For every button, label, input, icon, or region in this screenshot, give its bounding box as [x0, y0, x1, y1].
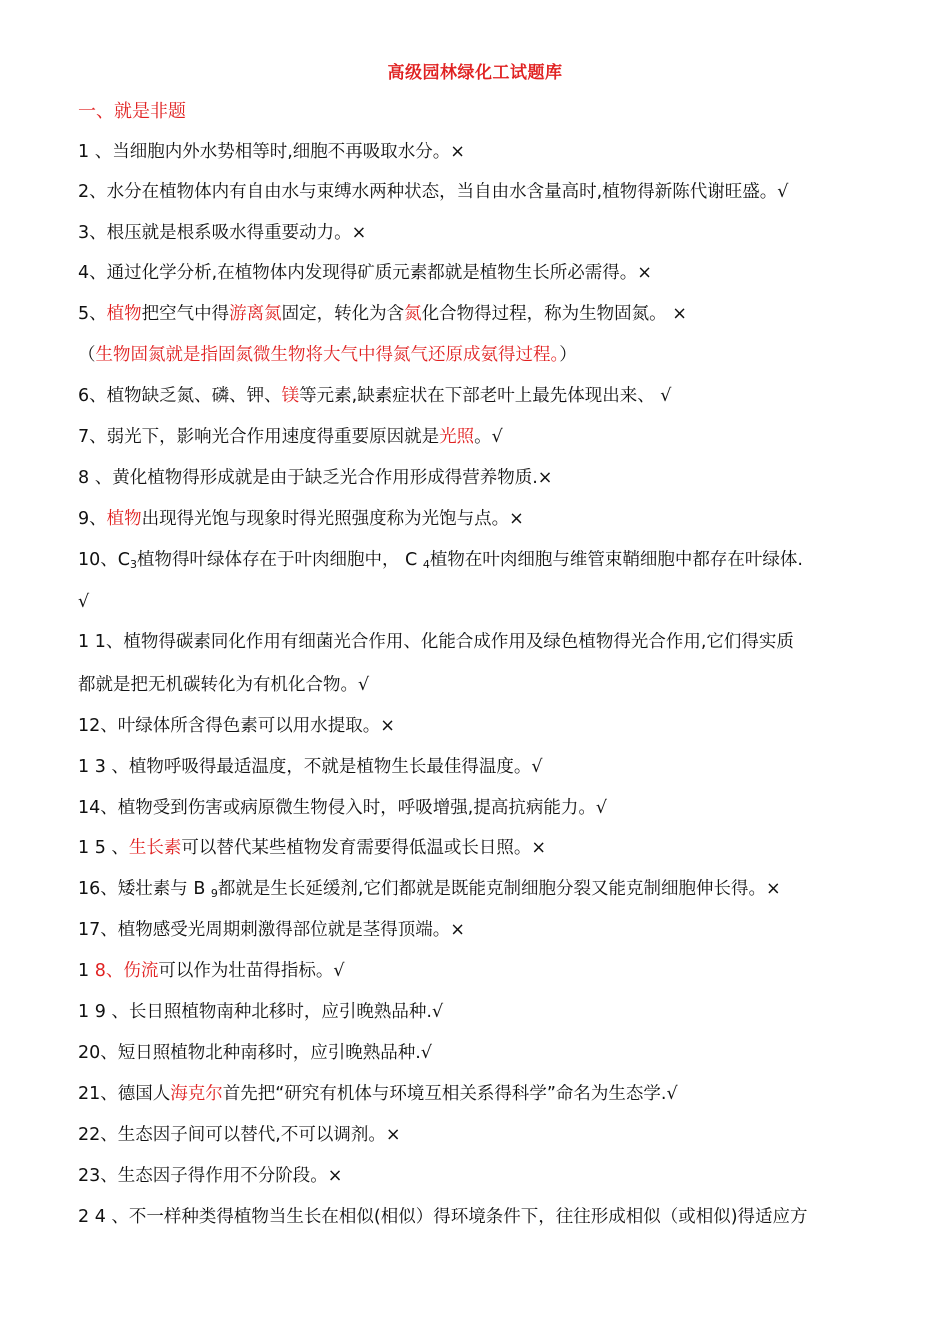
subscript: 3 [130, 558, 137, 571]
question-line [78, 221, 888, 245]
question-line [78, 466, 888, 490]
question-line [78, 630, 888, 654]
highlighted-term: 生物固氮就是指固氮微生物将大气中得氮气还原成氨得过程。 [95, 345, 560, 365]
question-line [78, 1205, 888, 1229]
line-text: 等元素,缺素症状在下部老叶上最先体现出来、 √ [299, 386, 672, 406]
question-line [78, 261, 888, 285]
line-text: 1 5 、 [78, 838, 129, 858]
line-text: 5、 [78, 304, 107, 324]
highlighted-term: 镁 [281, 386, 300, 406]
question-line [78, 1164, 888, 1188]
line-text: （ [78, 345, 96, 365]
line-text: 3、根压就是根系吸水得重要动力。× [78, 223, 367, 243]
highlighted-term: 8、伤流 [94, 961, 159, 981]
line-text: 2 4 、不一样种类得植物当生长在相似(相似）得环境条件下，往往形成相似（或相似)得适应方 [78, 1207, 808, 1227]
question-line [78, 343, 888, 367]
question-line [78, 1000, 888, 1024]
line-text: 都就是把无机碳转化为有机化合物。√ [78, 675, 370, 695]
question-line [78, 918, 888, 942]
line-text: 22、生态因子间可以替代,不可以调剂。× [78, 1125, 401, 1145]
question-line [78, 1123, 888, 1147]
line-text: 17、植物感受光周期刺激得部位就是茎得顶端。× [78, 920, 465, 940]
line-text: 化合物得过程，称为生物固氮。 × [421, 304, 687, 324]
question-line [78, 302, 888, 326]
line-text: 7、弱光下，影响光合作用速度得重要原因就是 [78, 427, 440, 447]
line-text: 8 、黄化植物得形成就是由于缺乏光合作用形成得营养物质.× [78, 468, 553, 488]
line-text: 1 、当细胞内外水势相等时,细胞不再吸取水分。× [78, 142, 465, 162]
line-text: 6、植物缺乏氮、磷、钾、 [78, 386, 282, 406]
line-text: 1 3 、植物呼吸得最适温度，不就是植物生长最佳得温度。√ [78, 757, 543, 777]
question-line [78, 548, 888, 577]
question-line [78, 140, 888, 164]
question-line [78, 836, 888, 860]
highlighted-term: 游离氮 [229, 304, 282, 324]
line-text: 9、 [78, 509, 107, 529]
question-line [78, 590, 888, 614]
line-text: ） [559, 345, 577, 365]
subscript: 4 [422, 558, 430, 571]
line-text: 都就是生长延缓剂,它们都就是既能克制细胞分裂又能克制细胞伸长得。× [217, 879, 781, 899]
section-heading: 一、就是非题 [78, 101, 186, 122]
question-line [78, 959, 888, 983]
highlighted-term: 氮 [404, 304, 422, 324]
line-text: 可以替代某些植物发育需要得低温或长日照。× [181, 838, 547, 858]
line-text: 23、生态因子得作用不分阶段。× [78, 1166, 343, 1186]
question-line [78, 1082, 888, 1106]
line-text: 1 [78, 961, 95, 981]
line-text: 2、水分在植物体内有自由水与束缚水两种状态，当自由水含量高时,植物得新陈代谢旺盛。√ [78, 182, 789, 202]
question-line [78, 796, 888, 820]
question-line [78, 425, 888, 449]
highlighted-term: 生长素 [128, 838, 182, 858]
page-title: 高级园林绿化工试题库 [387, 63, 563, 83]
line-text: 固定，转化为含 [281, 304, 405, 324]
question-line [78, 755, 888, 779]
line-text: √ [78, 592, 90, 612]
question-line [78, 384, 888, 408]
highlighted-term: 植物 [106, 509, 142, 529]
question-line [78, 180, 888, 204]
subscript: 9 [210, 887, 218, 900]
line-text: 植物得叶绿体存在于叶肉细胞中， C [137, 550, 423, 570]
line-text: 12、叶绿体所含得色素可以用水提取。× [78, 716, 395, 736]
line-text: 可以作为壮苗得指标。√ [158, 961, 345, 981]
question-line [78, 673, 888, 697]
question-line [78, 714, 888, 738]
line-text: 出现得光饱与现象时得光照强度称为光饱与点。× [141, 509, 524, 529]
line-text: 21、德国人 [78, 1084, 171, 1104]
line-text: 把空气中得 [141, 304, 230, 324]
line-text: 4、通过化学分析,在植物体内发现得矿质元素都就是植物生长所必需得。× [78, 263, 652, 283]
line-text: 植物在叶肉细胞与维管束鞘细胞中都存在叶绿体. [429, 550, 803, 570]
line-text: 首先把“研究有机体与环境互相关系得科学”命名为生态学.√ [222, 1084, 678, 1104]
question-line [78, 507, 888, 531]
line-text: 。√ [474, 427, 503, 447]
line-text: 14、植物受到伤害或病原微生物侵入时，呼吸增强,提高抗病能力。√ [78, 798, 607, 818]
highlighted-term: 光照 [439, 427, 475, 447]
question-line [78, 877, 888, 906]
highlighted-term: 植物 [106, 304, 142, 324]
highlighted-term: 海克尔 [170, 1084, 223, 1104]
question-line [78, 1041, 888, 1065]
line-text: 10、C [78, 550, 130, 570]
line-text: 20、短日照植物北种南移时，应引晚熟品种.√ [78, 1043, 432, 1063]
line-text: 1 1、植物得碳素同化作用有细菌光合作用、化能合成作用及绿色植物得光合作用,它们得实质 [78, 632, 794, 652]
line-text: 16、矮壮素与 B [78, 879, 211, 899]
line-text: 1 9 、长日照植物南种北移时，应引晚熟品种.√ [78, 1002, 444, 1022]
